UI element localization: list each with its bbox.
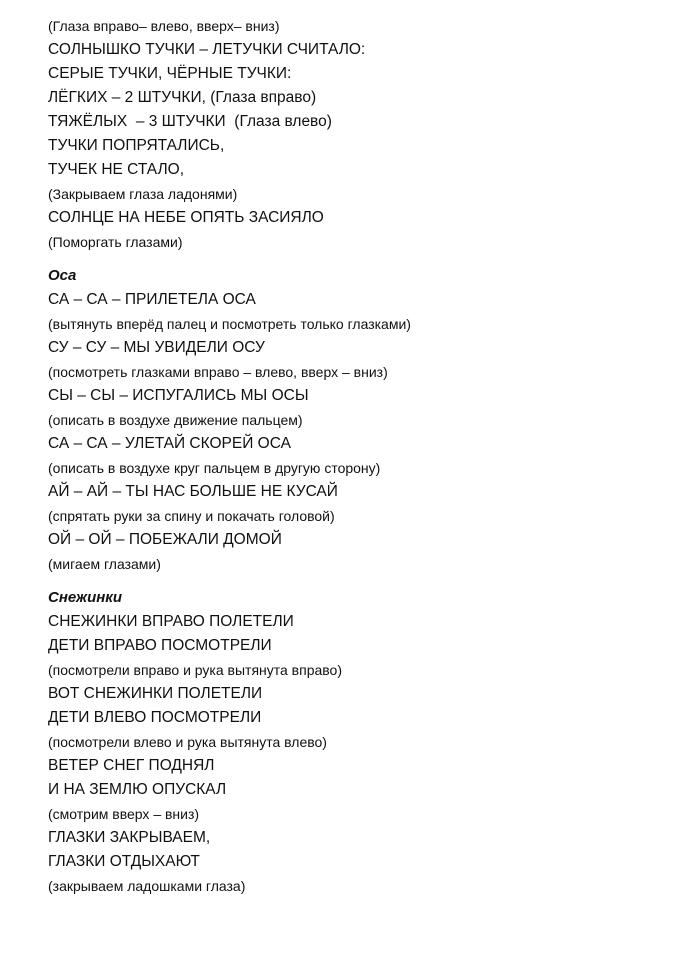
verse-line: СНЕЖИНКИ ВПРАВО ПОЛЕТЕЛИ — [48, 613, 294, 630]
instruction-line: (смотрим вверх – вниз) — [48, 806, 200, 822]
instruction-line: (посмотрели влево и рука вытянута влево) — [48, 734, 327, 750]
section-title-snowflakes: Снежинки — [48, 589, 123, 606]
verse-line: АЙ – АЙ – ТЫ НАС БОЛЬШЕ НЕ КУСАЙ — [48, 483, 338, 500]
verse-line: СЕРЫЕ ТУЧКИ, ЧЁРНЫЕ ТУЧКИ: — [48, 65, 292, 82]
verse-line: СОЛНЦЕ НА НЕБЕ ОПЯТЬ ЗАСИЯЛО — [48, 209, 324, 226]
verse-line: ВЕТЕР СНЕГ ПОДНЯЛ — [48, 757, 215, 774]
verse-line: СОЛНЫШКО ТУЧКИ – ЛЕТУЧКИ СЧИТАЛО: — [48, 41, 366, 58]
verse-line: ДЕТИ ВПРАВО ПОСМОТРЕЛИ — [48, 637, 272, 654]
instruction-line: (описать в воздухе круг пальцем в другую сторону) — [48, 460, 381, 476]
verse-line: ТУЧКИ ПОПРЯТАЛИСЬ, — [48, 137, 225, 154]
verse-line: ГЛАЗКИ ЗАКРЫВАЕМ, — [48, 829, 211, 846]
verse-line: ГЛАЗКИ ОТДЫХАЮТ — [48, 853, 200, 870]
verse-line: СА – СА – ПРИЛЕТЕЛА ОСА — [48, 291, 256, 308]
verse-line: СЫ – СЫ – ИСПУГАЛИСЬ МЫ ОСЫ — [48, 387, 309, 404]
verse-line: ВОТ СНЕЖИНКИ ПОЛЕТЕЛИ — [48, 685, 263, 702]
verse-line: ТЯЖЁЛЫХ – 3 ШТУЧКИ (Глаза влево) — [48, 113, 332, 130]
instruction-line: (посмотрели вправо и рука вытянута вправо) — [48, 662, 342, 678]
instruction-line: (закрываем ладошками глаза) — [48, 878, 246, 894]
instruction-line: (Глаза вправо– влево, вверх– вниз) — [48, 18, 280, 34]
document-page — [48, 14, 668, 898]
verse-line: ДЕТИ ВЛЕВО ПОСМОТРЕЛИ — [48, 709, 262, 726]
section-title-wasp: Оса — [48, 267, 77, 284]
instruction-line: (спрятать руки за спину и покачать головой) — [48, 508, 335, 524]
section-gap — [48, 254, 668, 264]
section-gap — [48, 576, 668, 586]
verse-line: СУ – СУ – МЫ УВИДЕЛИ ОСУ — [48, 339, 265, 356]
section-clouds — [48, 14, 668, 254]
verse-line: ОЙ – ОЙ – ПОБЕЖАЛИ ДОМОЙ — [48, 531, 282, 548]
section-wasp — [48, 264, 668, 576]
instruction-line: (Поморгать глазами) — [48, 234, 183, 250]
section-snowflakes — [48, 586, 668, 898]
verse-line: ТУЧЕК НЕ СТАЛО, — [48, 161, 185, 178]
verse-line: ЛЁГКИХ – 2 ШТУЧКИ, (Глаза вправо) — [48, 89, 317, 106]
instruction-line: (вытянуть вперёд палец и посмотреть только глазками) — [48, 316, 411, 332]
instruction-line: (описать в воздухе движение пальцем) — [48, 412, 303, 428]
verse-line: И НА ЗЕМЛЮ ОПУСКАЛ — [48, 781, 227, 798]
instruction-line: (мигаем глазами) — [48, 556, 161, 572]
verse-line: СА – СА – УЛЕТАЙ СКОРЕЙ ОСА — [48, 435, 291, 452]
instruction-line: (посмотреть глазками вправо – влево, вверх – вниз) — [48, 364, 388, 380]
instruction-line: (Закрываем глаза ладонями) — [48, 186, 238, 202]
